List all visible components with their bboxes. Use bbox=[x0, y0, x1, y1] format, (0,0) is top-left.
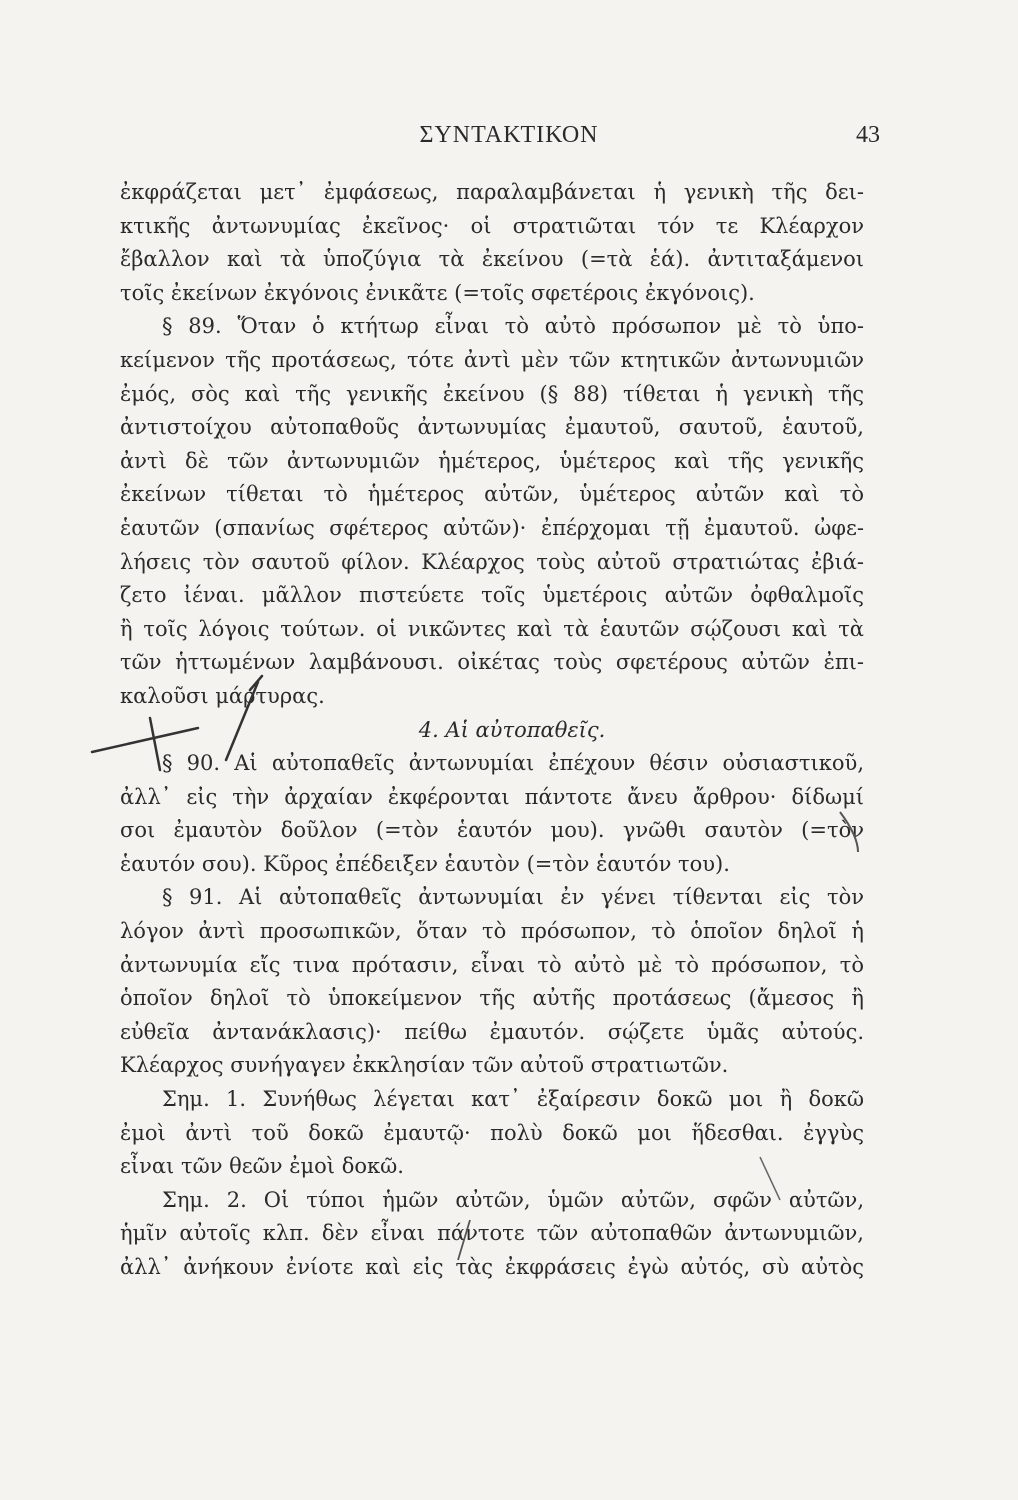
text-line: κείμενον τῆς προτάσεως, τότε ἀντὶ μὲν τῶν κτητικῶν ἀντωνυμιῶν bbox=[120, 347, 864, 372]
body-text bbox=[120, 176, 864, 1285]
text-line: κτικῆς ἀντωνυμίας ἐκεῖνος· οἱ στρατιῶται τόν τε Κλέαρχον bbox=[120, 213, 864, 238]
text-line: καλοῦσι μάρτυρας. bbox=[120, 683, 325, 708]
text-line: ἑαυτόν σου). Κῦρος ἐπέδειξεν ἑαυτὸν (=τὸν ἑαυτόν του). bbox=[120, 851, 730, 876]
text-line: ἐμός, σὸς καὶ τῆς γενικῆς ἐκείνου (§ 88) τίθεται ἡ γενικὴ τῆς bbox=[120, 381, 864, 406]
text-line: ἀντιστοίχου αὐτοπαθοῦς ἀντωνυμίας ἐμαυτοῦ, σαυτοῦ, ἑαυτοῦ, bbox=[120, 415, 864, 440]
text-line: ἑαυτῶν (σπανίως σφέτερος αὐτῶν)· ἐπέρχομαι τῇ ἐμαυτοῦ. ὠφε- bbox=[120, 515, 864, 540]
text-line: ἡμῖν αὐτοῖς κλπ. δὲν εἶναι πάντοτε τῶν αὐτοπαθῶν ἀντωνυμιῶν, bbox=[120, 1221, 864, 1246]
section-91-line: § 91. Αἱ αὐτοπαθεῖς ἀντωνυμίαι ἐν γένει τίθενται εἰς τὸν bbox=[162, 885, 864, 910]
note-1-line: Σημ. 1. Συνήθως λέγεται κατ᾽ ἐξαίρεσιν δοκῶ μοι ἢ δοκῶ bbox=[162, 1087, 864, 1112]
text-line: τῶν ἡττωμένων λαμβάνουσι. οἰκέτας τοὺς σφετέρους αὐτῶν ἐπι- bbox=[120, 650, 864, 675]
text-line: ἐκείνων τίθεται τὸ ἡμέτερος αὐτῶν, ὑμέτερος αὐτῶν καὶ τὸ bbox=[120, 482, 864, 507]
text-line: ἀντωνυμία εἴς τινα πρότασιν, εἶναι τὸ αὐτὸ μὲ τὸ πρόσωπον, τὸ bbox=[120, 952, 864, 977]
text-line: ἢ τοῖς λόγοις τούτων. οἱ νικῶντες καὶ τὰ ἑαυτῶν σῴζουσι καὶ τὰ bbox=[120, 616, 864, 641]
text-line: λόγον ἀντὶ προσωπικῶν, ὅταν τὸ πρόσωπον, τὸ ὁποῖον δηλοῖ ἡ bbox=[120, 919, 864, 944]
text-line: ζετο ἰέναι. μᾶλλον πιστεύετε τοῖς ὑμετέροις αὐτῶν ὀφθαλμοῖς bbox=[120, 583, 864, 608]
text-line: Κλέαρχος συνήγαγεν ἐκκλησίαν τῶν αὐτοῦ στρατιωτῶν. bbox=[120, 1053, 729, 1078]
section-90-line: § 90. Αἱ αὐτοπαθεῖς ἀντωνυμίαι ἐπέχουν θέσιν οὐσιαστικοῦ, bbox=[162, 751, 864, 776]
page-number: 43 bbox=[856, 122, 880, 148]
text-line: εἶναι τῶν θεῶν ἐμοὶ δοκῶ. bbox=[120, 1154, 404, 1179]
text-line: λήσεις τὸν σαυτοῦ φίλον. Κλέαρχος τοὺς αὐτοῦ στρατιώτας ἐβιά- bbox=[120, 549, 864, 574]
section-89-line: § 89. Ὅταν ὁ κτήτωρ εἶναι τὸ αὐτὸ πρόσωπον μὲ τὸ ὑπο- bbox=[162, 314, 864, 339]
text-line: τοῖς ἐκείνων ἐκγόνοις ἐνικᾶτε (=τοῖς σφετέροις ἐκγόνοις). bbox=[120, 280, 755, 305]
text-line: ἐμοὶ ἀντὶ τοῦ δοκῶ ἐμαυτῷ· πολὺ δοκῶ μοι ἥδεσθαι. ἐγγὺς bbox=[120, 1120, 864, 1145]
text-line: ὁποῖον δηλοῖ τὸ ὑποκείμενον τῆς αὐτῆς προτάσεως (ἄμεσος ἢ bbox=[120, 986, 864, 1011]
section-heading: 4. Αἱ αὐτοπαθεῖς. bbox=[418, 717, 606, 742]
text-line: σοι ἐμαυτὸν δοῦλον (=τὸν ἑαυτόν μου). γνῶθι σαυτὸν (=τὸν bbox=[120, 818, 864, 843]
text-line: ἀλλ᾽ εἰς τὴν ἀρχαίαν ἐκφέρονται πάντοτε ἄνευ ἄρθρου· δίδωμί bbox=[120, 784, 864, 809]
note-2-line: Σημ. 2. Οἱ τύποι ἡμῶν αὐτῶν, ὑμῶν αὐτῶν, σφῶν αὐτῶν, bbox=[162, 1187, 864, 1212]
text-line: ἐκφράζεται μετ᾽ ἐμφάσεως, παραλαμβάνεται ἡ γενικὴ τῆς δει- bbox=[120, 180, 864, 204]
text-line: ἀλλ᾽ ἀνήκουν ἐνίοτε καὶ εἰς τὰς ἐκφράσεις ἐγὼ αὐτός, σὺ αὐτὸς bbox=[120, 1255, 864, 1279]
text-line: εὐθεῖα ἀντανάκλασις)· πείθω ἐμαυτόν. σῴζετε ὑμᾶς αὐτούς. bbox=[120, 1019, 864, 1044]
text-line: ἔβαλλον καὶ τὰ ὑποζύγια τὰ ἐκείνου (=τὰ ἑά). ἀντιταξάμενοι bbox=[120, 247, 864, 272]
running-title: ΣΥΝΤΑΚΤΙΚΟΝ bbox=[419, 122, 599, 148]
text-line: ἀντὶ δὲ τῶν ἀντωνυμιῶν ἡμέτερος, ὑμέτερος καὶ τῆς γενικῆς bbox=[120, 448, 864, 473]
